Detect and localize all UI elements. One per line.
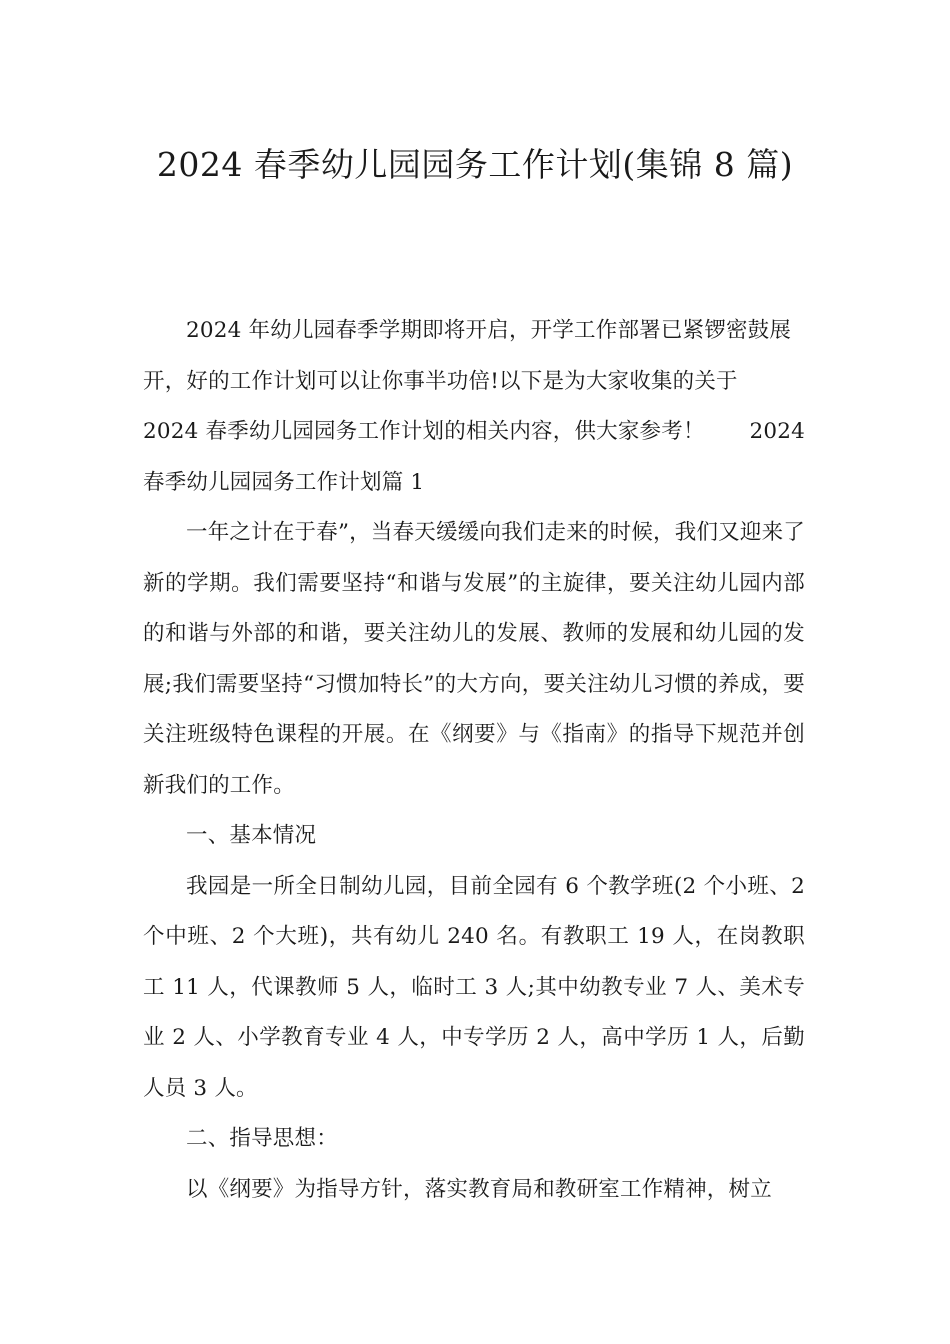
intro-line-1: 2024 年幼儿园春季学期即将开启，开学工作部署已紧锣密鼓展: [186, 318, 792, 343]
section-title-piece-1: 春季幼儿园园务工作计划篇 1: [143, 469, 425, 495]
paragraph-opening: 一年之计在于春”，当春天缓缓向我们走来的时候，我们又迎来了新的学期。我们需要坚持“和谐与发展”的主旋律，要关注幼儿园内部的和谐与外部的和谐，要关注幼儿的发展、教师的发展和幼儿园的发展;我们需要坚持“习惯加特长”的大方向，要关注幼儿习惯的养成，要关注班级特色课程的开展。在《纲要》与《指南》的指导下规范并创新我们的工作。: [143, 520, 805, 798]
paragraph-guiding-ideology: 以《纲要》为指导方针，落实教育局和教研室工作精神，树立: [186, 1176, 772, 1202]
document-title: 2024 春季幼儿园园务工作计划(集锦 8 篇): [156, 145, 794, 184]
intro-line-3-left: 2024 春季幼儿园园务工作计划的相关内容，供大家参考！: [143, 419, 705, 444]
intro-line-3: [143, 407, 805, 458]
paragraph-basic-situation: 我园是一所全日制幼儿园，目前全园有 6 个教学班(2 个小班、2 个中班、2 个大班)，共有幼儿 240 名。有教职工 19 人，在岗教职工 11 人，代课教师 5 人，临时工 3 人;其中幼教专业 7 人、美术专业 2 人、小学教育专业 4 人，中专学历 2 人，高中学历 1 人，后勤人员 3 人。: [143, 873, 805, 1101]
intro-line-3-right: 2024: [749, 419, 805, 444]
section-heading-basic-situation: 一、基本情况: [186, 823, 317, 848]
document-body: [143, 306, 805, 1215]
section-heading-guiding-ideology: 二、指导思想：: [186, 1126, 338, 1151]
intro-paragraph: [143, 306, 805, 508]
intro-line-2: 开，好的工作计划可以让你事半功倍!以下是为大家收集的关于: [143, 368, 738, 394]
